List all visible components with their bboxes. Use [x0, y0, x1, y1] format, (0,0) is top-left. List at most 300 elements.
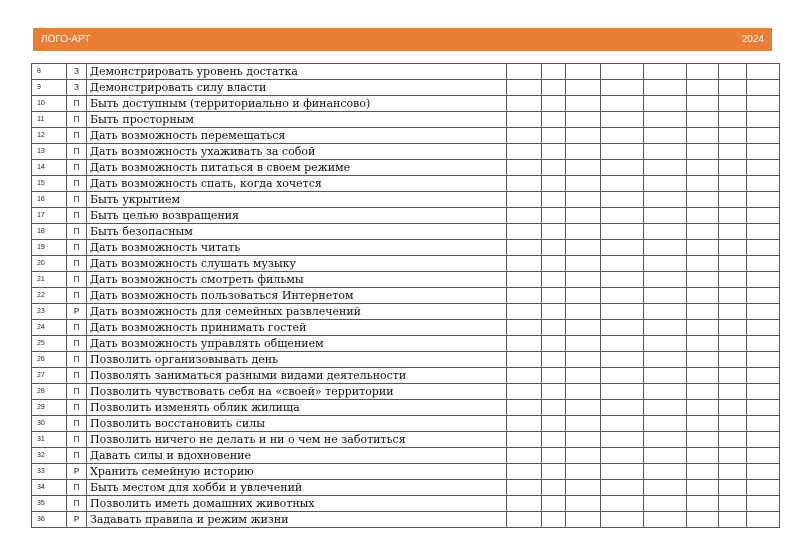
rating-cell — [601, 496, 644, 512]
rating-cell — [719, 224, 747, 240]
row-description: Дать возможность управлять общением — [87, 336, 507, 352]
table-row — [32, 144, 780, 160]
rating-cell — [566, 160, 601, 176]
rating-cell — [719, 480, 747, 496]
row-description: Позволить иметь домашних животных — [87, 496, 507, 512]
row-code: П — [67, 352, 87, 368]
row-number: 16 — [32, 192, 67, 208]
rating-cell — [507, 304, 542, 320]
row-code: П — [67, 224, 87, 240]
rating-cell — [507, 480, 542, 496]
rating-cell — [601, 96, 644, 112]
row-description: Позволить ничего не делать и ни о чем не заботиться — [87, 432, 507, 448]
row-number: 11 — [32, 112, 67, 128]
row-number: 25 — [32, 336, 67, 352]
row-code: Р — [67, 304, 87, 320]
row-code: П — [67, 96, 87, 112]
rating-cell — [687, 272, 719, 288]
table-row — [32, 208, 780, 224]
rating-cell — [747, 112, 780, 128]
rating-cell — [644, 304, 687, 320]
rating-cell — [719, 144, 747, 160]
rating-cell — [644, 208, 687, 224]
row-description: Дать возможность спать, когда хочется — [87, 176, 507, 192]
rating-cell — [687, 336, 719, 352]
rating-cell — [601, 256, 644, 272]
rating-cell — [601, 192, 644, 208]
rating-cell — [644, 160, 687, 176]
rating-cell — [542, 96, 566, 112]
rating-cell — [747, 304, 780, 320]
rating-cell — [687, 368, 719, 384]
rating-cell — [566, 320, 601, 336]
row-code: П — [67, 336, 87, 352]
rating-cell — [601, 352, 644, 368]
row-description: Дать возможность слушать музыку — [87, 256, 507, 272]
row-number: 24 — [32, 320, 67, 336]
rating-cell — [566, 96, 601, 112]
row-code: П — [67, 368, 87, 384]
rating-cell — [719, 80, 747, 96]
rating-cell — [747, 416, 780, 432]
row-number: 12 — [32, 128, 67, 144]
row-number: 28 — [32, 384, 67, 400]
rating-cell — [601, 272, 644, 288]
rating-cell — [644, 64, 687, 80]
rating-cell — [566, 400, 601, 416]
row-number: 33 — [32, 464, 67, 480]
rating-cell — [601, 128, 644, 144]
rating-cell — [644, 176, 687, 192]
rating-cell — [566, 336, 601, 352]
rating-cell — [687, 64, 719, 80]
rating-cell — [542, 368, 566, 384]
rating-cell — [566, 512, 601, 528]
rating-cell — [566, 480, 601, 496]
row-description: Позволить восстановить силы — [87, 416, 507, 432]
rating-cell — [644, 240, 687, 256]
rating-cell — [644, 352, 687, 368]
rating-cell — [507, 400, 542, 416]
row-description: Позволить чувствовать себя на «своей» территории — [87, 384, 507, 400]
rating-cell — [542, 432, 566, 448]
rating-cell — [542, 208, 566, 224]
table-row — [32, 384, 780, 400]
rating-cell — [542, 336, 566, 352]
rating-cell — [644, 416, 687, 432]
rating-cell — [719, 448, 747, 464]
rating-cell — [719, 352, 747, 368]
rating-cell — [542, 464, 566, 480]
row-number: 34 — [32, 480, 67, 496]
row-code: П — [67, 272, 87, 288]
rating-cell — [719, 416, 747, 432]
rating-cell — [687, 432, 719, 448]
table-row — [32, 496, 780, 512]
rating-cell — [601, 112, 644, 128]
rating-cell — [719, 208, 747, 224]
rating-cell — [601, 384, 644, 400]
rating-cell — [507, 96, 542, 112]
rating-cell — [507, 432, 542, 448]
rating-cell — [507, 224, 542, 240]
rating-cell — [566, 448, 601, 464]
row-description: Дать возможность для семейных развлечений — [87, 304, 507, 320]
rating-cell — [719, 368, 747, 384]
rating-cell — [507, 208, 542, 224]
rating-cell — [542, 400, 566, 416]
row-number: 22 — [32, 288, 67, 304]
rating-cell — [644, 480, 687, 496]
rating-cell — [747, 480, 780, 496]
rating-cell — [601, 480, 644, 496]
row-number: 10 — [32, 96, 67, 112]
rating-cell — [644, 384, 687, 400]
row-code: З — [67, 64, 87, 80]
rating-cell — [507, 416, 542, 432]
row-description: Дать возможность читать — [87, 240, 507, 256]
row-number: 35 — [32, 496, 67, 512]
table-row — [32, 352, 780, 368]
rating-cell — [687, 192, 719, 208]
row-number: 26 — [32, 352, 67, 368]
rating-cell — [507, 368, 542, 384]
row-code: П — [67, 448, 87, 464]
row-description: Быть местом для хобби и увлечений — [87, 480, 507, 496]
table-row — [32, 416, 780, 432]
rating-cell — [687, 448, 719, 464]
rating-cell — [747, 224, 780, 240]
table-row — [32, 288, 780, 304]
rating-cell — [542, 480, 566, 496]
rating-cell — [644, 192, 687, 208]
rating-cell — [644, 400, 687, 416]
rating-cell — [566, 464, 601, 480]
rating-cell — [507, 448, 542, 464]
rating-cell — [507, 240, 542, 256]
rating-cell — [507, 464, 542, 480]
rating-cell — [747, 288, 780, 304]
rating-cell — [601, 368, 644, 384]
rating-cell — [601, 512, 644, 528]
rating-cell — [542, 384, 566, 400]
rating-cell — [644, 128, 687, 144]
rating-cell — [747, 144, 780, 160]
rating-cell — [601, 304, 644, 320]
rating-cell — [644, 368, 687, 384]
rating-cell — [507, 288, 542, 304]
rating-cell — [507, 272, 542, 288]
rating-cell — [747, 512, 780, 528]
table-row — [32, 368, 780, 384]
rating-cell — [507, 496, 542, 512]
table-row — [32, 192, 780, 208]
rating-cell — [687, 384, 719, 400]
rating-cell — [507, 176, 542, 192]
rating-cell — [687, 80, 719, 96]
row-description: Дать возможность питаться в своем режиме — [87, 160, 507, 176]
row-code: П — [67, 432, 87, 448]
row-code: П — [67, 320, 87, 336]
row-description: Дать возможность смотреть фильмы — [87, 272, 507, 288]
rating-cell — [747, 128, 780, 144]
row-code: П — [67, 480, 87, 496]
rating-cell — [507, 64, 542, 80]
rating-cell — [542, 160, 566, 176]
row-number: 15 — [32, 176, 67, 192]
rating-cell — [687, 512, 719, 528]
rating-cell — [601, 160, 644, 176]
header-bar — [33, 28, 772, 51]
table-row — [32, 512, 780, 528]
table-row — [32, 240, 780, 256]
rating-cell — [747, 464, 780, 480]
rating-cell — [719, 128, 747, 144]
table-row — [32, 272, 780, 288]
row-code: П — [67, 112, 87, 128]
row-number: 36 — [32, 512, 67, 528]
row-description: Быть целью возвращения — [87, 208, 507, 224]
table-row — [32, 256, 780, 272]
rating-cell — [566, 288, 601, 304]
rating-cell — [687, 208, 719, 224]
rating-cell — [542, 112, 566, 128]
rating-cell — [601, 288, 644, 304]
requirements-table — [31, 63, 780, 528]
row-description: Давать силы и вдохновение — [87, 448, 507, 464]
table-row — [32, 336, 780, 352]
rating-cell — [687, 128, 719, 144]
rating-cell — [566, 240, 601, 256]
row-number: 17 — [32, 208, 67, 224]
row-description: Позволить изменять облик жилища — [87, 400, 507, 416]
rating-cell — [566, 304, 601, 320]
row-description: Быть безопасным — [87, 224, 507, 240]
row-description: Дать возможность перемещаться — [87, 128, 507, 144]
row-description: Задавать правила и режим жизни — [87, 512, 507, 528]
row-code: П — [67, 176, 87, 192]
rating-cell — [687, 352, 719, 368]
rating-cell — [542, 512, 566, 528]
table-row — [32, 320, 780, 336]
rating-cell — [687, 304, 719, 320]
rating-cell — [719, 96, 747, 112]
rating-cell — [687, 224, 719, 240]
rating-cell — [719, 272, 747, 288]
rating-cell — [601, 208, 644, 224]
rating-cell — [566, 64, 601, 80]
rating-cell — [719, 288, 747, 304]
rating-cell — [542, 448, 566, 464]
table-row — [32, 448, 780, 464]
rating-cell — [687, 288, 719, 304]
rating-cell — [644, 320, 687, 336]
table-row — [32, 112, 780, 128]
rating-cell — [719, 320, 747, 336]
row-number: 21 — [32, 272, 67, 288]
rating-cell — [719, 512, 747, 528]
rating-cell — [601, 176, 644, 192]
row-code: Р — [67, 464, 87, 480]
row-description: Дать возможность пользоваться Интернетом — [87, 288, 507, 304]
rating-cell — [601, 320, 644, 336]
rating-cell — [542, 256, 566, 272]
rating-cell — [719, 240, 747, 256]
rating-cell — [566, 80, 601, 96]
rating-cell — [507, 256, 542, 272]
rating-cell — [644, 432, 687, 448]
row-number: 23 — [32, 304, 67, 320]
rating-cell — [566, 352, 601, 368]
rating-cell — [747, 320, 780, 336]
rating-cell — [719, 192, 747, 208]
brand-label: ЛОГО-АРТ — [41, 34, 91, 45]
rating-cell — [687, 464, 719, 480]
rating-cell — [719, 432, 747, 448]
rating-cell — [644, 512, 687, 528]
rating-cell — [747, 432, 780, 448]
rating-cell — [644, 96, 687, 112]
rating-cell — [719, 384, 747, 400]
rating-cell — [542, 288, 566, 304]
rating-cell — [747, 64, 780, 80]
rating-cell — [542, 128, 566, 144]
rating-cell — [687, 240, 719, 256]
row-description: Позволять заниматься разными видами деятельности — [87, 368, 507, 384]
rating-cell — [566, 144, 601, 160]
rating-cell — [644, 448, 687, 464]
rating-cell — [644, 496, 687, 512]
rating-cell — [542, 192, 566, 208]
row-number: 13 — [32, 144, 67, 160]
row-description: Дать возможность ухаживать за собой — [87, 144, 507, 160]
row-number: 9 — [32, 80, 67, 96]
rating-cell — [747, 192, 780, 208]
row-code: П — [67, 288, 87, 304]
table-row — [32, 400, 780, 416]
rating-cell — [687, 416, 719, 432]
row-number: 29 — [32, 400, 67, 416]
table-row — [32, 304, 780, 320]
rating-cell — [747, 336, 780, 352]
rating-cell — [601, 224, 644, 240]
row-code: Р — [67, 512, 87, 528]
row-description: Дать возможность принимать гостей — [87, 320, 507, 336]
rating-cell — [747, 400, 780, 416]
rating-cell — [601, 448, 644, 464]
rating-cell — [566, 112, 601, 128]
table-row — [32, 96, 780, 112]
rating-cell — [507, 192, 542, 208]
rating-cell — [719, 176, 747, 192]
rating-cell — [566, 272, 601, 288]
rating-cell — [719, 64, 747, 80]
rating-cell — [601, 336, 644, 352]
rating-cell — [644, 336, 687, 352]
rating-cell — [542, 240, 566, 256]
rating-cell — [747, 80, 780, 96]
row-number: 14 — [32, 160, 67, 176]
rating-cell — [507, 112, 542, 128]
rating-cell — [687, 496, 719, 512]
rating-cell — [719, 400, 747, 416]
row-number: 18 — [32, 224, 67, 240]
rating-cell — [507, 512, 542, 528]
rating-cell — [644, 256, 687, 272]
table-row — [32, 432, 780, 448]
row-description: Демонстрировать силу власти — [87, 80, 507, 96]
rating-cell — [566, 368, 601, 384]
table-body — [32, 64, 780, 528]
row-description: Хранить семейную историю — [87, 464, 507, 480]
rating-cell — [719, 256, 747, 272]
rating-cell — [687, 256, 719, 272]
rating-cell — [747, 272, 780, 288]
row-number: 19 — [32, 240, 67, 256]
rating-cell — [747, 368, 780, 384]
rating-cell — [601, 432, 644, 448]
row-number: 30 — [32, 416, 67, 432]
rating-cell — [542, 272, 566, 288]
row-description: Быть просторным — [87, 112, 507, 128]
rating-cell — [601, 144, 644, 160]
table-row — [32, 176, 780, 192]
rating-cell — [542, 304, 566, 320]
row-code: П — [67, 192, 87, 208]
row-description: Быть укрытием — [87, 192, 507, 208]
rating-cell — [566, 384, 601, 400]
rating-cell — [747, 256, 780, 272]
rating-cell — [687, 112, 719, 128]
table-row — [32, 480, 780, 496]
rating-cell — [566, 208, 601, 224]
rating-cell — [507, 336, 542, 352]
rating-cell — [507, 320, 542, 336]
row-number: 8 — [32, 64, 67, 80]
rating-cell — [566, 432, 601, 448]
rating-cell — [507, 80, 542, 96]
rating-cell — [542, 224, 566, 240]
rating-cell — [542, 320, 566, 336]
row-code: П — [67, 128, 87, 144]
rating-cell — [747, 352, 780, 368]
rating-cell — [507, 384, 542, 400]
row-number: 20 — [32, 256, 67, 272]
row-code: П — [67, 144, 87, 160]
rating-cell — [601, 80, 644, 96]
rating-cell — [747, 96, 780, 112]
rating-cell — [644, 272, 687, 288]
row-description: Быть доступным (территориально и финансово) — [87, 96, 507, 112]
row-description: Демонстрировать уровень достатка — [87, 64, 507, 80]
table-row — [32, 64, 780, 80]
table-row — [32, 160, 780, 176]
year-label: 2024 — [741, 34, 764, 45]
rating-cell — [566, 416, 601, 432]
row-code: П — [67, 416, 87, 432]
rating-cell — [644, 224, 687, 240]
rating-cell — [601, 240, 644, 256]
rating-cell — [747, 176, 780, 192]
row-code: З — [67, 80, 87, 96]
rating-cell — [644, 464, 687, 480]
rating-cell — [719, 160, 747, 176]
row-code: П — [67, 384, 87, 400]
rating-cell — [601, 400, 644, 416]
rating-cell — [601, 416, 644, 432]
rating-cell — [566, 224, 601, 240]
row-code: П — [67, 400, 87, 416]
